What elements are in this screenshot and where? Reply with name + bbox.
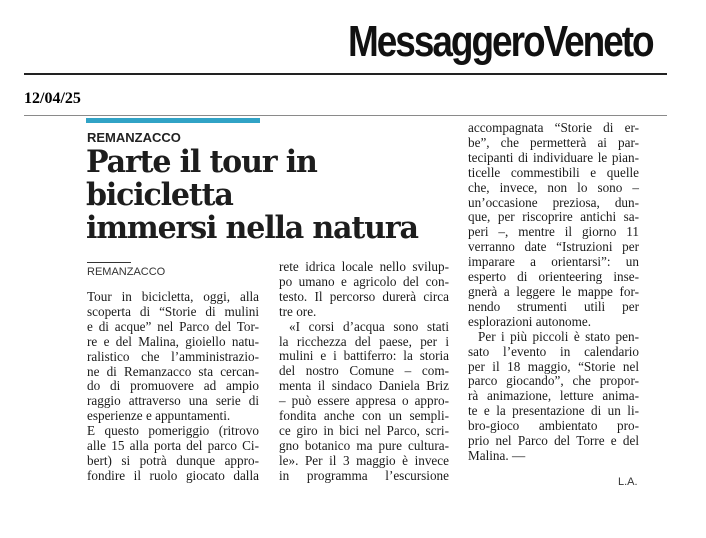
issue-date: 12/04/25	[24, 90, 81, 107]
text-line: verranno date “Istruzioni per	[468, 239, 639, 255]
text-line: Tour in bicicletta, oggi, alla	[87, 289, 259, 304]
text-line: testo. Il percorso durerà circa	[279, 288, 449, 304]
text-line: ce giro in bici nel Parco, scri-	[279, 422, 449, 438]
text-line: fondire il ruolo giocato dalla	[87, 467, 259, 483]
text-line: in programma l’escursione	[279, 467, 449, 483]
text-line: prio nel Parco del Torre e del	[468, 433, 639, 449]
newspaper-masthead: MessaggeroVeneto	[348, 17, 653, 66]
text-line: fondita anche con un sempli-	[279, 408, 449, 424]
text-line: Malina. —	[468, 447, 526, 463]
text-line: che, invece, non lo sono –	[468, 179, 639, 195]
text-line: Per i più piccoli è stato pen-	[478, 328, 639, 344]
text-line: un’occasione preziosa, dun-	[468, 194, 639, 210]
text-line: bro-gioco ambientato pro-	[468, 418, 639, 434]
text-line: ticelle commestibili e quelle	[468, 164, 639, 180]
text-line: per il 18 maggio, “Storie nel	[468, 358, 639, 374]
text-line: – può essere appresa o appro-	[279, 393, 449, 409]
text-line: raggio attraverso una serie di	[87, 393, 259, 409]
text-line: esperienze e appuntamenti.	[87, 408, 231, 424]
text-line: tre ore.	[279, 303, 317, 319]
text-line: scoperta di “Storie di mulini	[87, 303, 259, 319]
text-line: le». Per il 3 maggio è invece	[279, 452, 449, 468]
text-line: ralistico che l’amministrazio-	[87, 348, 259, 364]
article-column-3	[468, 121, 639, 464]
text-line: be”, che permetterà ai par-	[468, 134, 639, 150]
text-line: rete idrica locale nello svilup-	[279, 259, 449, 274]
article-column-2	[279, 260, 449, 484]
text-line: po umano e agricolo del con-	[279, 273, 449, 289]
kicker-accent-bar	[86, 118, 260, 123]
text-line: bert) si potrà dunque appro-	[87, 452, 259, 468]
text-line: do di promuovere ad ampio	[87, 378, 259, 394]
text-line: gnerà a leggere le mappe for-	[468, 283, 639, 299]
text-line: imparare a orientarsi”: un	[468, 254, 639, 270]
text-line: la ricchezza del paese, per i	[279, 333, 449, 349]
text-line: nendo strumenti utili per	[468, 298, 639, 314]
text-line: ne di Remanzacco sta cercan-	[87, 363, 259, 379]
text-line: alle 15 alla porta del parco Ci-	[87, 438, 259, 454]
text-line: del nostro Comune – com-	[279, 363, 449, 379]
text-line: que, per riscoprire antichi sa-	[468, 209, 639, 225]
text-line: rà animazione, letture anima-	[468, 388, 639, 404]
text-line: «I corsi d’acqua sono stati	[289, 318, 449, 334]
text-line: esplorazioni autonome.	[468, 313, 592, 329]
headline-line-1: Parte il tour in bicicletta	[86, 144, 317, 213]
text-line: tecipanti di individuare le pian-	[468, 149, 639, 165]
headline-line-2: immersi nella natura	[86, 210, 418, 246]
byline-rule	[87, 262, 131, 263]
text-line: esperto di orienteering inse-	[468, 269, 639, 285]
text-line: accompagnata “Storie di er-	[468, 120, 639, 135]
text-line: sato l’evento in calendario	[468, 343, 639, 359]
text-line: mulini e i battiferro: la storia	[279, 348, 449, 364]
text-line: gno botanico ma pure cultura-	[279, 437, 449, 453]
text-line: te e la presentazione di un li-	[468, 403, 639, 419]
text-line: peri –, mentre il giorno 11	[468, 224, 639, 240]
text-line: parco giocando”, che propor-	[468, 373, 639, 389]
article-byline: REMANZACCO	[87, 266, 166, 278]
author-signature: L.A.	[618, 476, 638, 488]
article-kicker: REMANZACCO	[87, 130, 181, 145]
text-line: E questo pomeriggio (ritrovo	[87, 423, 259, 439]
masthead-rule	[24, 73, 667, 75]
text-line: re e del Malina, gioiello natu-	[87, 333, 259, 349]
header-divider	[24, 115, 667, 116]
article-headline	[86, 146, 455, 245]
text-line: e di acque” nel Parco del Tor-	[87, 318, 259, 334]
text-line: menta il sindaco Daniela Briz	[279, 378, 449, 394]
article-column-1	[87, 290, 259, 484]
